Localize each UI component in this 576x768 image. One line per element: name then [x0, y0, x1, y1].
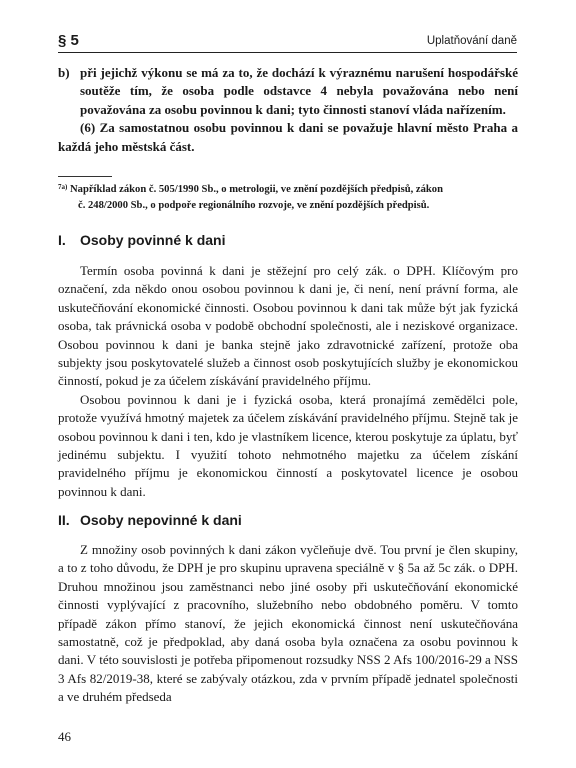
page-number: 46 [58, 729, 71, 744]
header-chapter-title: Uplatňování daně [426, 35, 517, 47]
footnote-line-1 [58, 180, 518, 198]
section-title: Osoby nepovinné k dani [80, 512, 242, 528]
section-1-body [58, 262, 518, 501]
law-item-letter: b) [58, 65, 70, 80]
law-item-b [58, 64, 518, 119]
footnote-marker: 7a) [58, 183, 68, 191]
header-section-number: § 5 [58, 32, 79, 49]
section-2-body [58, 541, 518, 707]
running-header [58, 30, 517, 53]
body-paragraph: Z množiny osob povinných k dani zákon vyčleňuje dvě. Tou první je člen skupiny, a to z toho důvodu, že DPH je pro skupinu upravena speciálně v § 5a až 5c zák. o DPH. Druhou množinou jsou zaměstnanci nebo jiné osoby při uskutečňování ekonomické činnosti vyplývající z pracovního, služebního nebo obdobného poměru. V tomto případě zákon přímo stanoví, že jejich ekonomická činnost není uskutečňována samostatně, což je předpoklad, aby daná osoba byla označena za osobu povinnou k dani. V této souvislosti je potřeba připomenout rozsudky NSS 2 Afs 100/2016-29 a NSS 3 Afs 82/2019-38, které se zabývaly otázkou, zda v prvním případě jednatel společnosti a ve druhém předseda [58, 542, 518, 705]
law-paragraph-6: (6) Za samostatnou osobu povinnou k dani se považuje hlavní město Praha a každá jeho městská část. [58, 120, 518, 154]
law-item-text: při jejichž výkonu se má za to, že dochází k výraznému narušení hospodářské soutěže tím, že osoba podle odstavce 4 nebyla považována nebo není považována za osobu povinnou k dani; tyto činnosti stanoví vláda nařízením. [80, 65, 518, 117]
section-heading-2 [58, 512, 242, 528]
section-title: Osoby povinné k dani [80, 232, 226, 248]
section-number: I. [58, 232, 66, 248]
footnote [58, 180, 518, 213]
section-heading-1 [58, 232, 225, 248]
footnote-divider [58, 176, 112, 177]
footnote-text-continued: č. 248/2000 Sb., o podpoře regionálního rozvoje, ve znění pozdějších předpisů. [78, 199, 430, 211]
body-paragraph: Termín osoba povinná k dani je stěžejní pro celý zák. o DPH. Klíčovým pro označení, zda někdo onou osobou povinnou k dani je, či není, není právní forma, ale uskutečňování ekonomické činnosti. Osobou povinnou k dani tak může být jak fyzická osoba, tak právnická osoba v podobě obchodní společnosti, ale i neziskové organizace. Osobou povinnou k dani je banka stejně jako zdravotnické zařízení, protože oba subjekty jsou poskytovatelé služeb a činnost osob poskytujících služby je ekonomickou činností, pokud je za účelem získávání pravidelného příjmu. [58, 263, 518, 389]
section-number: II. [58, 512, 70, 528]
law-excerpt [58, 64, 518, 156]
body-paragraph: Osobou povinnou k dani je i fyzická osoba, která pronajímá zemědělci pole, protože využívá hmotný majetek za účelem získávání pravidelného příjmu. Stejně tak je osobou povinnou k dani i ten, kdo je vlastníkem licence, kterou poskytuje za úplatu, byť jedinému subjektu. I využití tohoto nehmotného majetku za účelem získání pravidelného příjmu je ekonomickou činností a poskytovatel licence je osobou povinnou k dani. [58, 391, 518, 499]
footnote-text: Například zákon č. 505/1990 Sb., o metrologii, ve znění pozdějších předpisů, zákon [70, 184, 443, 195]
